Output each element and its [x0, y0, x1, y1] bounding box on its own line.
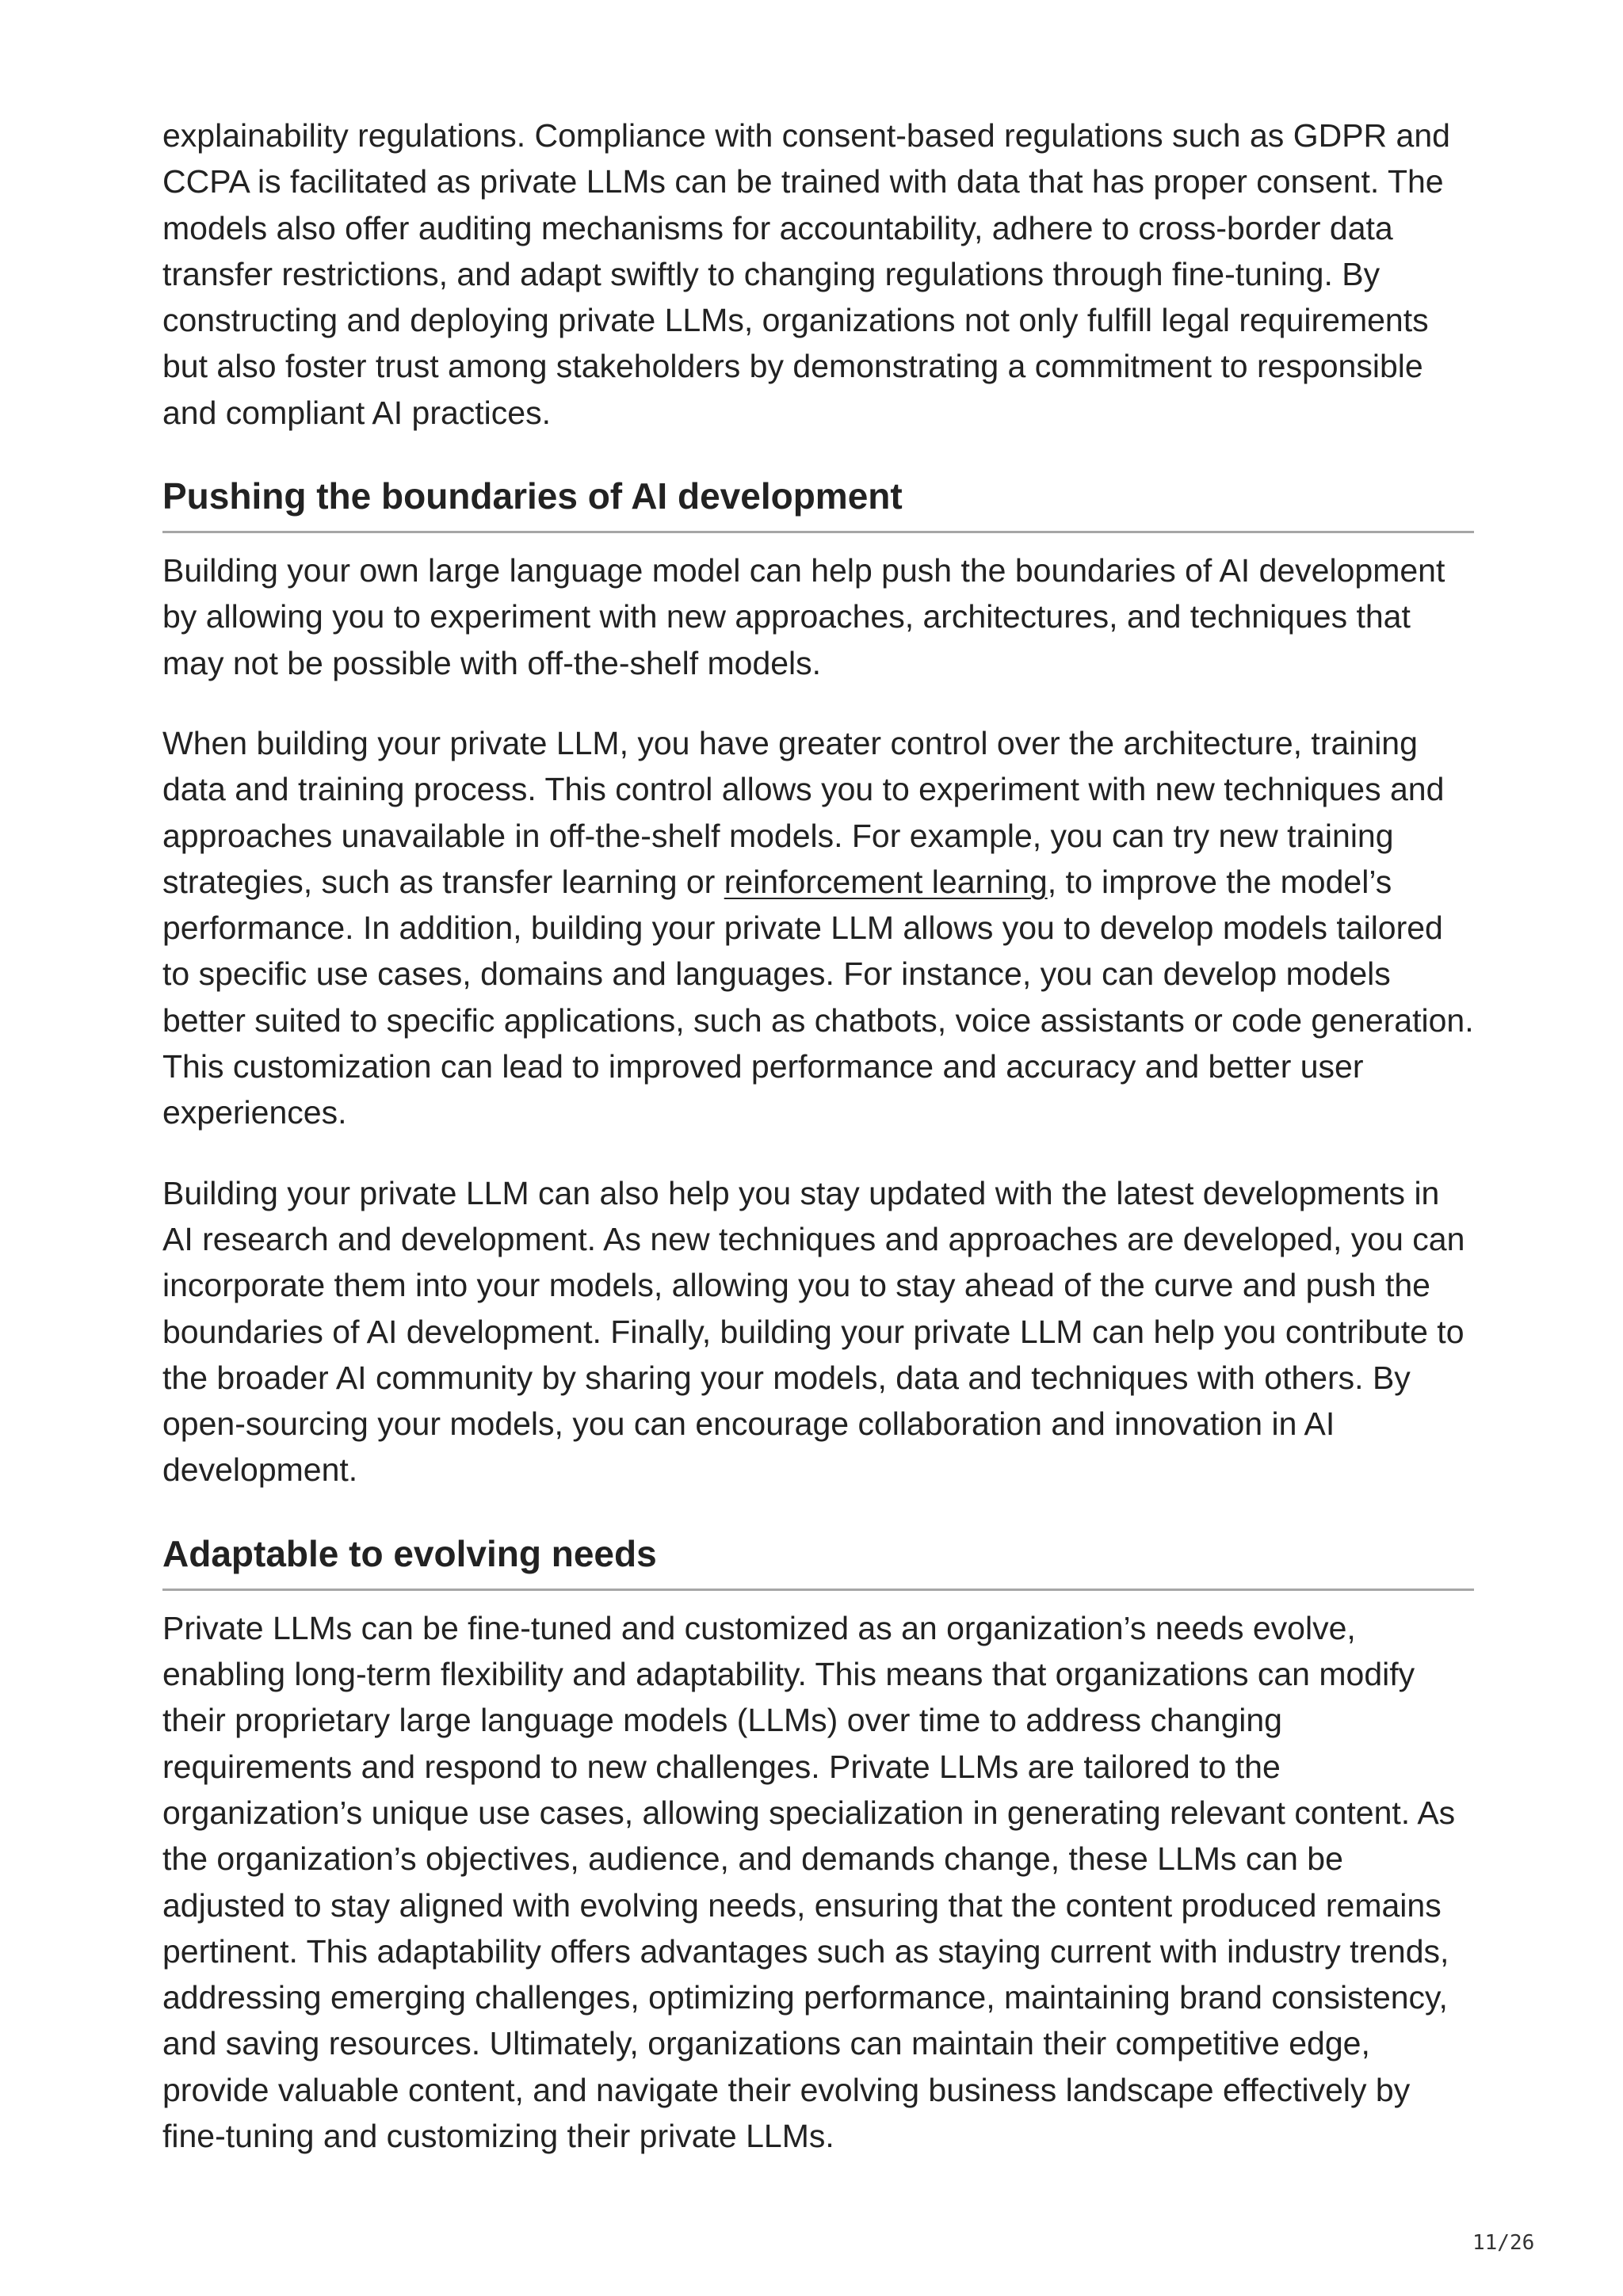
adaptable-paragraph-1: Private LLMs can be fine-tuned and customized as an organization’s needs evolve, enabling long-term flexibility and adaptability. This means that organizations can modify their proprietary large language models (LLMs) over time to address changing requirements and respond to new challenges. Private LLMs are tailored to the organization’s unique use cases, allowing specialization in generating relevant content. As the organization’s objectives, audience, and demands change, these LLMs can be adjusted to stay aligned with evolving needs, ensuring that the content produced remains pertinent. This adaptability offers advantages such as staying current with industry trends, addressing emerging challenges, optimizing performance, maintaining brand consistency, and saving resources. Ultimately, organizations can maintain their competitive edge, provide valuable content, and navigate their evolving business landscape effectively by fine-tuning and customizing their private LLMs. — [162, 1609, 1456, 2154]
intro-paragraph: explainability regulations. Compliance with consent-based regulations such as GDPR and CCPA is facilitated as private LLMs can be trained with data that has proper consent. The models also offer auditing mechanisms for accountability, adhere to cross-border data transfer restrictions, and adapt swiftly to changing regulations through fine-tuning. By constructing and deploying private LLMs, organizations not only fulfill legal requirements but also foster trust among stakeholders by demonstrating a commitment to responsible and compliant AI practices. — [162, 117, 1450, 431]
paragraph-2-text-before-link: When building your private LLM, you have greater control over the architecture, training data and training process. This control allows you to experiment with new techniques and approaches unavailable in off-the-shelf models. For example, you can try new training strategies, such as transfer learning or — [162, 724, 1445, 900]
pushing-boundaries-paragraph-1: Building your own large language model can help push the boundaries of AI development by allowing you to experiment with new approaches, architectures, and techniques that may not be possible with off-the-shelf models. — [162, 552, 1445, 681]
page-number: 11/26 — [1472, 2231, 1535, 2255]
pushing-boundaries-paragraph-3: Building your private LLM can also help you stay updated with the latest developments in AI research and development. As new techniques and approaches are developed, you can incorporate them into your models, allowing you to stay ahead of the curve and push the boundaries of AI development. Finally, building your private LLM can help you contribute to the broader AI community by sharing your models, data and techniques with others. By open-sourcing your models, you can encourage collaboration and innovation in AI development. — [162, 1174, 1465, 1489]
paragraph-2-text-after-link: , to improve the model’s performance. In addition, building your private LLM allows you to develop models tailored to specific use cases, domains and languages. For instance, you can develop models better suited to specific applications, such as chatbots, voice assistants or code generation. This customization can lead to improved performance and accuracy and better user experiences. — [162, 863, 1474, 1131]
section-title-pushing-boundaries: Pushing the boundaries of AI development — [162, 475, 903, 517]
section-title-adaptable: Adaptable to evolving needs — [162, 1532, 657, 1574]
pushing-boundaries-paragraph-2 — [162, 720, 1474, 1136]
document-page — [162, 113, 1474, 2159]
reinforcement-learning-link[interactable]: reinforcement learning — [724, 863, 1048, 900]
section-heading-adaptable — [162, 1530, 1474, 1591]
section-heading-pushing-boundaries — [162, 472, 1474, 533]
